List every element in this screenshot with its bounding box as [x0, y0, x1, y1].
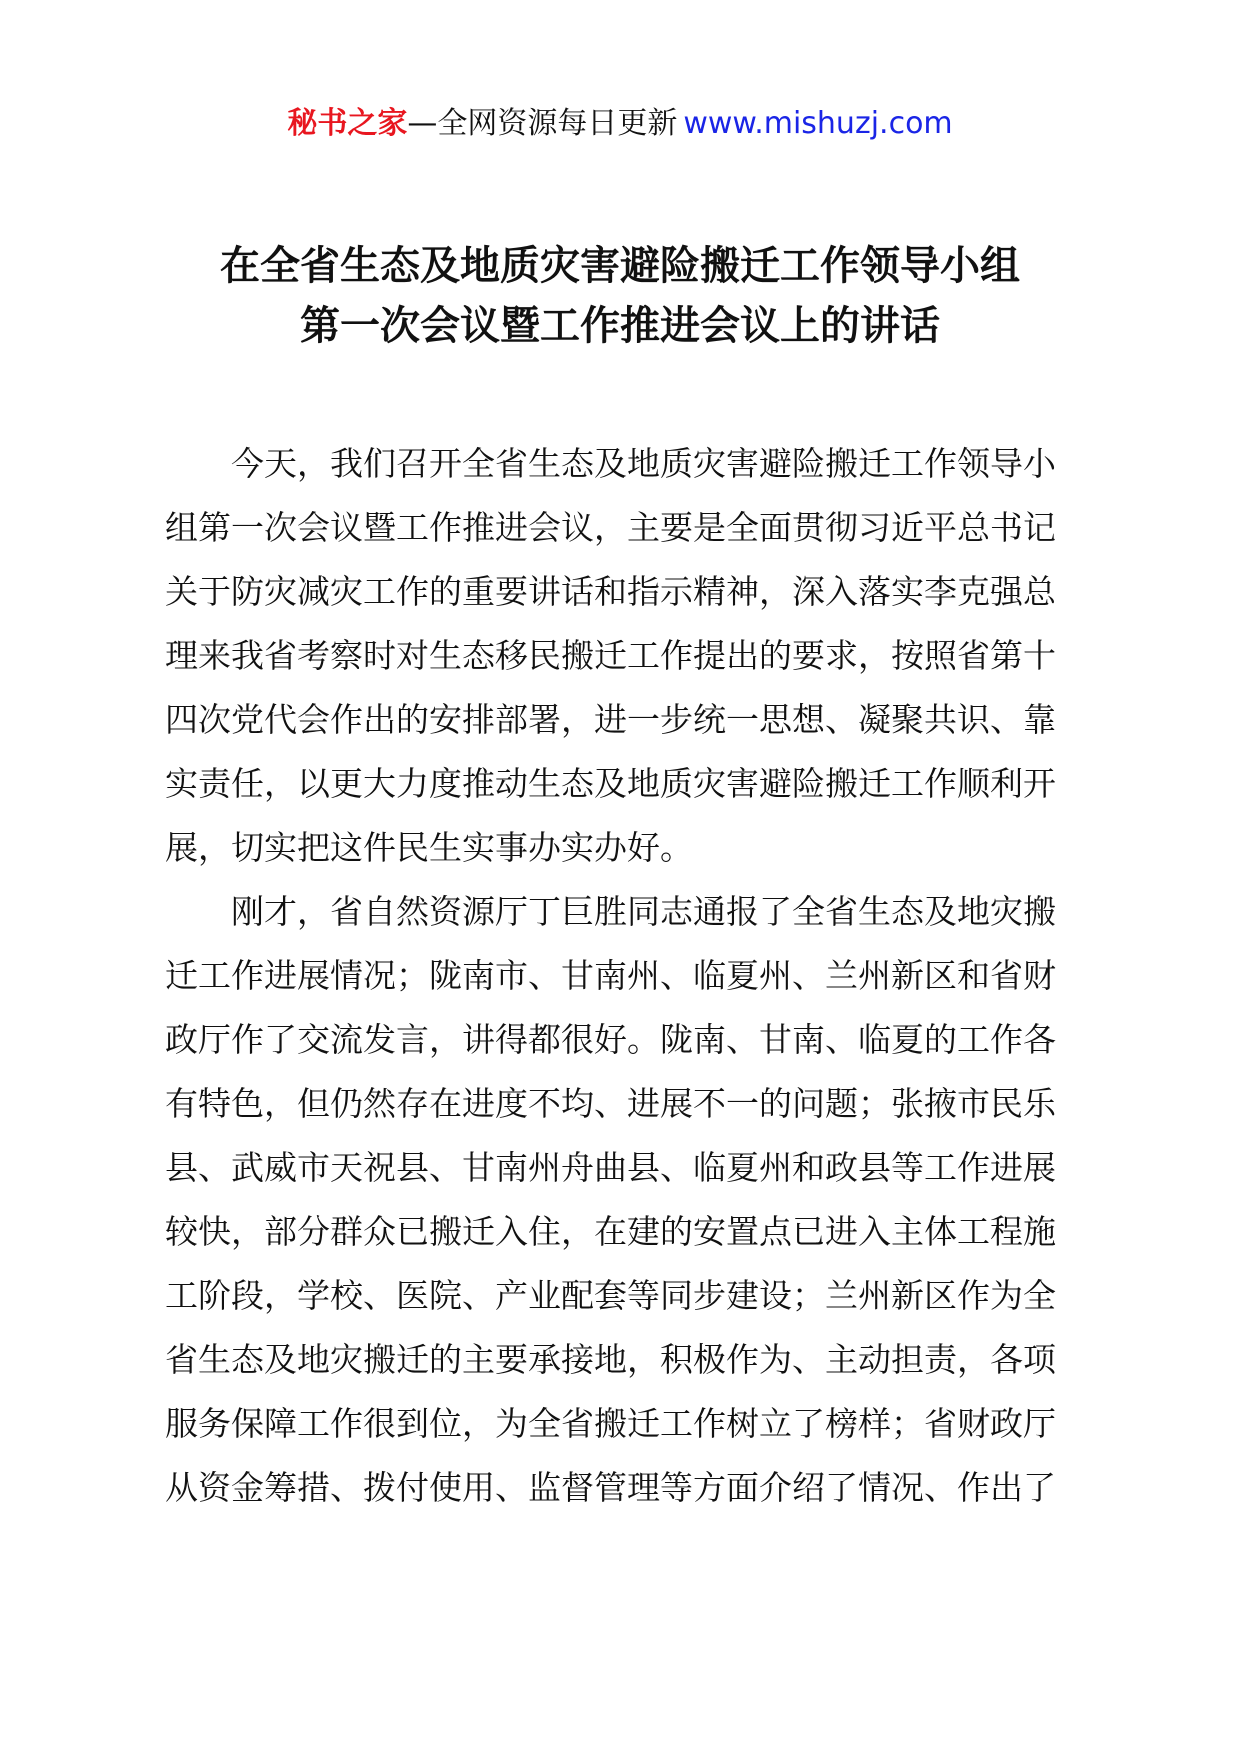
site-url-link[interactable]: www.mishuzj.com — [683, 106, 953, 141]
document-title — [0, 236, 1240, 356]
paragraph-1-line: 关于防灾减灾工作的重要讲话和指示精神，深入落实李克强总 — [165, 572, 1056, 611]
title-line-1: 在全省生态及地质灾害避险搬迁工作领导小组 — [220, 243, 1020, 289]
paragraph-2-line: 较快，部分群众已搬迁入住，在建的安置点已进入主体工程施 — [165, 1212, 1056, 1251]
paragraph-2-line: 从资金筹措、拨付使用、监督管理等方面介绍了情况、作出了 — [165, 1468, 1056, 1507]
paragraph-1-line: 展，切实把这件民生实事办实办好。 — [165, 828, 693, 867]
paragraph-1-line: 组第一次会议暨工作推进会议，主要是全面贯彻习近平总书记 — [165, 508, 1056, 547]
paragraph-2-line: 政厅作了交流发言，讲得都很好。陇南、甘南、临夏的工作各 — [165, 1020, 1056, 1059]
paragraph-1-line: 今天，我们召开全省生态及地质灾害避险搬迁工作领导小 — [231, 444, 1056, 483]
paragraph-2-line: 有特色，但仍然存在进度不均、进展不一的问题；张掖市民乐 — [165, 1084, 1056, 1123]
paragraph-2-line: 工阶段，学校、医院、产业配套等同步建设；兰州新区作为全 — [165, 1276, 1056, 1315]
paragraph-1-line: 实责任，以更大力度推动生态及地质灾害避险搬迁工作顺利开 — [165, 764, 1056, 803]
header-tagline: —全网资源每日更新 — [407, 106, 678, 141]
document-body — [165, 432, 1085, 1520]
paragraph-1-line: 四次党代会作出的安排部署，进一步统一思想、凝聚共识、靠 — [165, 700, 1056, 739]
title-line-2: 第一次会议暨工作推进会议上的讲话 — [300, 303, 940, 349]
paragraph-2-line: 县、武威市天祝县、甘南州舟曲县、临夏州和政县等工作进展 — [165, 1148, 1056, 1187]
paragraph-1-line: 理来我省考察时对生态移民搬迁工作提出的要求，按照省第十 — [165, 636, 1056, 675]
site-header — [0, 100, 1240, 148]
brand-name: 秘书之家 — [287, 106, 408, 141]
paragraph-2-line: 刚才，省自然资源厅丁巨胜同志通报了全省生态及地灾搬 — [231, 892, 1056, 931]
paragraph-2-line: 省生态及地灾搬迁的主要承接地，积极作为、主动担责，各项 — [165, 1340, 1056, 1379]
paragraph-2-line: 服务保障工作很到位，为全省搬迁工作树立了榜样；省财政厅 — [165, 1404, 1056, 1443]
paragraph-2-line: 迁工作进展情况；陇南市、甘南州、临夏州、兰州新区和省财 — [165, 956, 1056, 995]
